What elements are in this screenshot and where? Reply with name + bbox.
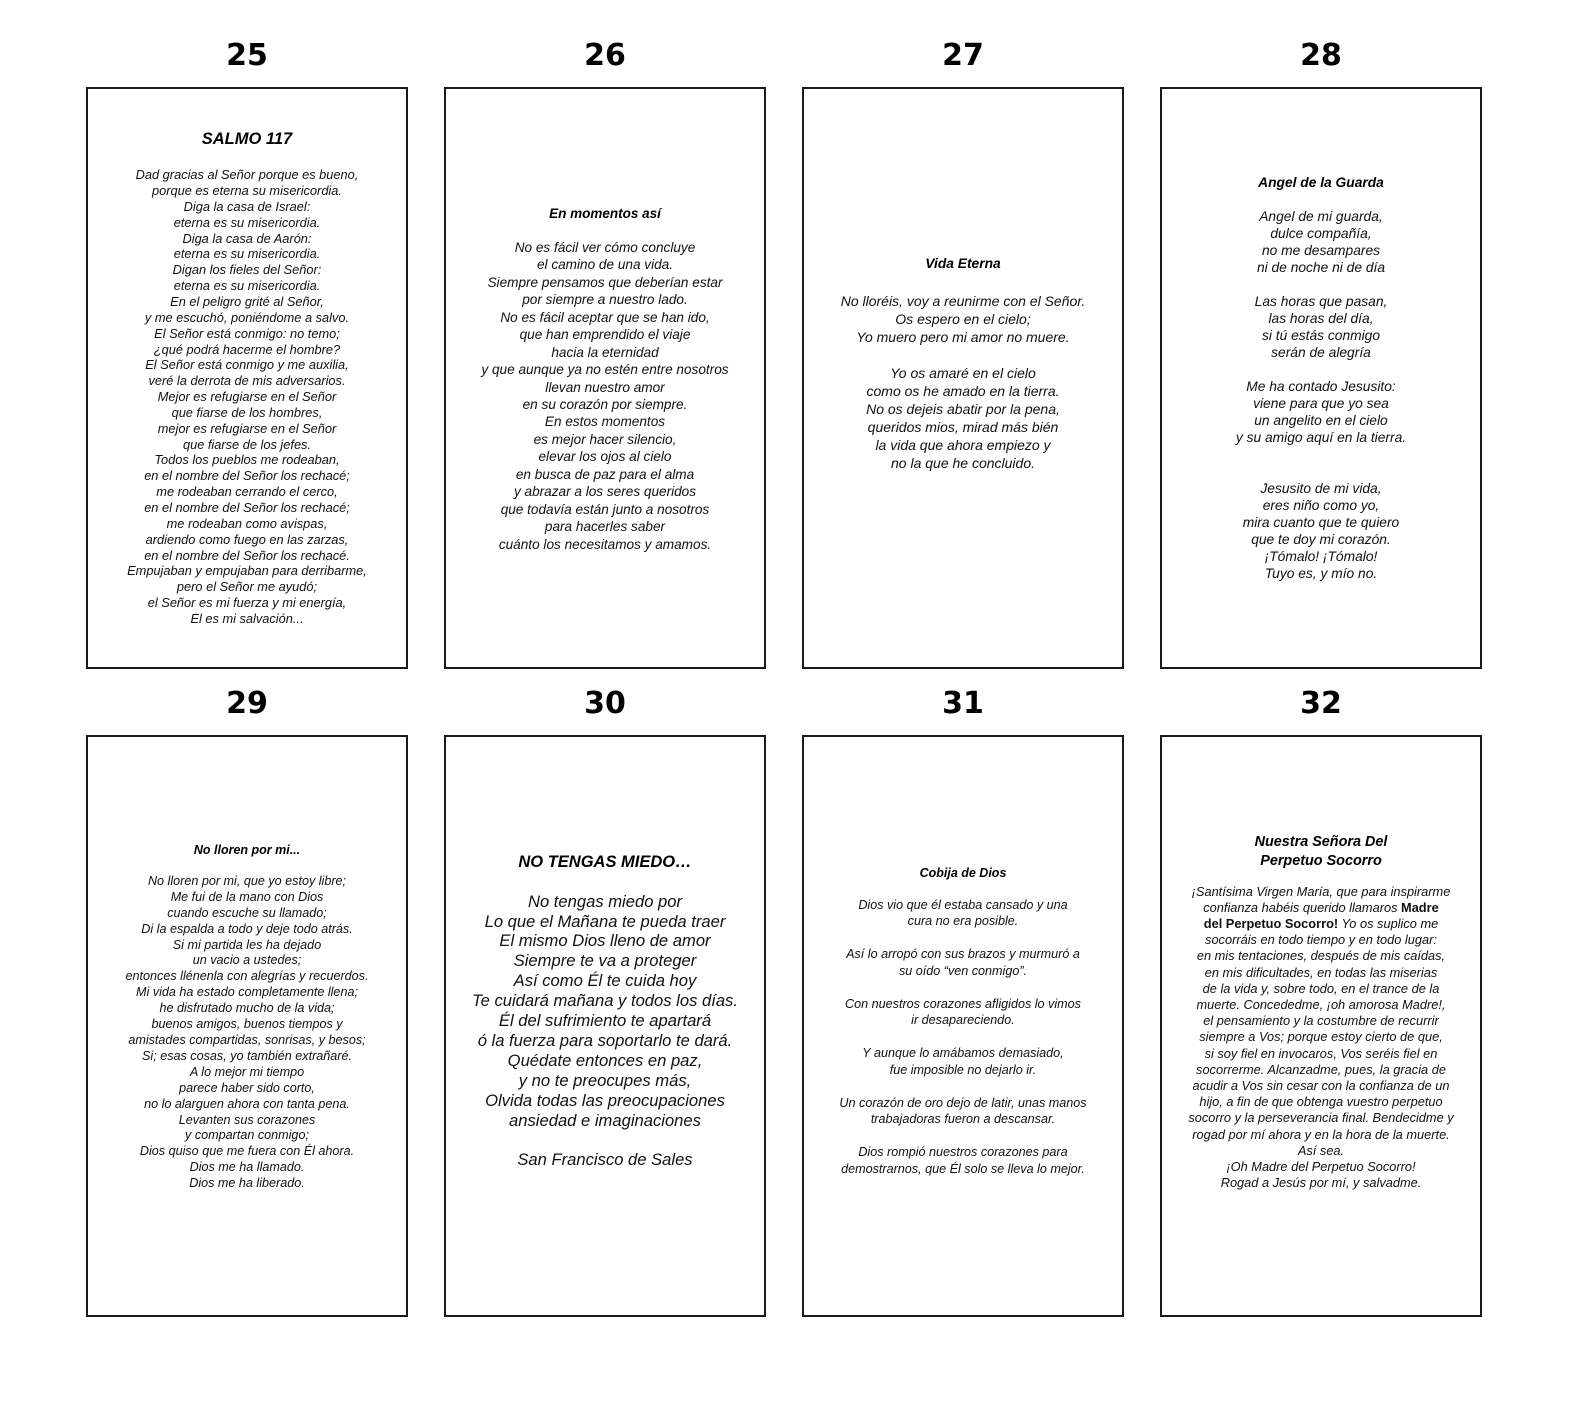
page-number: 30 [584,686,626,721]
prayer-card-perpetuo-socorro [1160,735,1482,1317]
card-title: No lloren por mi... [193,842,301,857]
card-body: No tengas miedo por Lo que el Mañana te pueda traer El mismo Dios lleno de amor Siempre te va a proteger Así como Él te cuida hoy Te cuidará mañana y todos los días. Él del sufrimiento te apartará ó la fuerza para soportarlo te dará. Quédate entonces en paz, y no te preocupes más, Olvida todas las preocupaciones ansiedad e imaginaciones San Francisco de Sales [472,891,738,1170]
card-title: Angel de la Guarda [1258,175,1384,190]
prayer-card-en-momentos-asi [444,87,766,669]
prayer-card-angel-de-la-guarda [1160,87,1482,669]
card-title: SALMO 117 [201,130,293,149]
page-number: 29 [226,686,268,721]
page-number: 31 [942,686,984,721]
card-body: Angel de mi guarda, dulce compañía, no me desampares ni de noche ni de día Las horas que pasan, las horas del día, si tú estás conmigo serán de alegría Me ha contado Jesusito: viene para que yo sea un angelito en el cielo y su amigo aquí en la tierra. Jesusito de mi vida, eres niño como yo, mira cuanto que te quiero que te doy mi corazón. ¡Tómalo! ¡Tómalo! Tuyo es, y mío no. [1235,209,1407,581]
card-body: No lloren por mi, que yo estoy libre; Me fui de la mano con Dios cuando escuche su llamado; Di la espalda a todo y deje todo atrás. Si mi partida les ha dejado un vacio a ustedes; entonces llénenla con alegrías y recuerdos. Mi vida ha estado completamente llena; he disfrutado mucho de la vida; buenos amigos, buenos tiempos y amistades compartidas, sonrisas, y besos; Si; esas cosas, yo también extrañaré. A lo mejor mi tiempo parece haber sido corto, no lo alarguen ahora con tanta pena. Levanten sus corazones y compartan conmigo; Dios quiso que me fuera con Él ahora. Dios me ha llamado. Dios me ha liberado. [125,873,369,1191]
card-title: En momentos así [549,205,661,221]
card-body: No lloréis, voy a reunirme con el Señor. Os espero en el cielo; Yo muero pero mi amor no muere. Yo os amaré en el cielo como os he amado en la tierra. No os dejeis abatir por la pena, queridos mios, mirad más bién la vida que ahora empiezo y no la que he concluido. [840,292,1086,471]
page-number: 27 [942,38,984,73]
card-body-bold-text: Madre [1401,899,1439,915]
prayer-card-no-tengas-miedo [444,735,766,1317]
card-title: NO TENGAS MIEDO… [518,852,692,871]
card-title: Nuestra Señora Del Perpetuo Socorro [1254,833,1388,870]
prayer-card-cobija-de-dios [802,735,1124,1317]
card-body: Dios vio que él estaba cansado y una cura no era posible. Así lo arropó con sus brazos y murmuró a su oído “ven conmigo”. Con nuestros corazones afligidos lo vimos ir desapareciendo. Y aunque lo amábamos demasiado, fue imposible no dejarlo ir. Un corazón de oro dejo de latir, unas manos trabajadoras fueron a descansar. Dios rompió nuestros corazones para demostrarnos, que Él solo se lleva lo mejor. [839,897,1087,1176]
page-number: 32 [1300,686,1342,721]
page-number: 25 [226,38,268,73]
prayer-card-no-lloren-por-mi [86,735,408,1317]
card-body-text: Yo os suplico me socorráis en todo tiempo y en todo lugar: en mis tentaciones, después de mis caídas, en mis dificultades, en todas las miserias de la vida y, sobre todo, en el trance de la muerte. Concededme, ¡oh amorosa Madre!, el pensamiento y la costumbre de recurrir siempre a Vos; porque estoy cierto de que, si soy fiel en invocaros, Vos seréis fiel en socorrerme. Alcanzadme, pues, la gracia de acudir a Vos sin cesar con la confianza de un hijo, a fin de que obtenga vuestro perpetuo socorro y la perseverancia final. Bendecidme y rogad por mí ahora y en la hora de la muerte. Así sea. ¡Oh Madre del Perpetuo Socorro! Rogad a Jesús por mí, y salvadme. [1188,915,1454,1191]
card-body [1188,884,1453,1192]
prayer-card-salmo-117 [86,87,408,669]
prayer-card-vida-eterna [802,87,1124,669]
card-body-bold-text: del Perpetuo Socorro! [1203,915,1339,931]
card-body-text: ¡Santísima Virgen María, que para inspirarme confianza habéis querido llamaros [1191,883,1451,915]
card-body: No es fácil ver cómo concluye el camino de una vida. Siempre pensamos que deberían estar por siempre a nuestro lado. No es fácil aceptar que se han ido, que han emprendido el viaje hacia la eternidad y que aunque ya no estén entre nosotros llevan nuestro amor en su corazón por siempre. En estos momentos es mejor hacer silencio, elevar los ojos al cielo en busca de paz para el alma y abrazar a los seres queridos que todavía están junto a nosotros para hacerles saber cuánto los necesitamos y amamos. [481,239,729,552]
card-body: Dad gracias al Señor porque es bueno, porque es eterna su misericordia. Diga la casa de Israel: eterna es su misericordia. Diga la casa de Aarón: eterna es su misericordia. Digan los fieles del Señor: eterna es su misericordia. En el peligro grité al Señor, y me escuchó, poniéndome a salvo. El Señor está conmigo: no temo; ¿qué podrá hacerme el hombre? El Señor está conmigo y me auxilia, veré la derrota de mis adversarios. Mejor es refugiarse en el Señor que fiarse de los hombres, mejor es refugiarse en el Señor que fiarse de los jefes. Todos los pueblos me rodeaban, en el nombre del Señor los rechacé; me rodeaban cerrando el cerco, en el nombre del Señor los rechacé; me rodeaban como avispas, ardiendo como fuego en las zarzas, en el nombre del Señor los rechacé. Empujaban y empujaban para derribarme, pero el Señor me ayudó; el Señor es mi fuerza y mi energía, El es mi salvación... [127,167,367,626]
page-number: 26 [584,38,626,73]
card-title: Cobija de Dios [919,865,1007,880]
page-number: 28 [1300,38,1342,73]
card-title: Vida Eterna [925,255,1001,271]
